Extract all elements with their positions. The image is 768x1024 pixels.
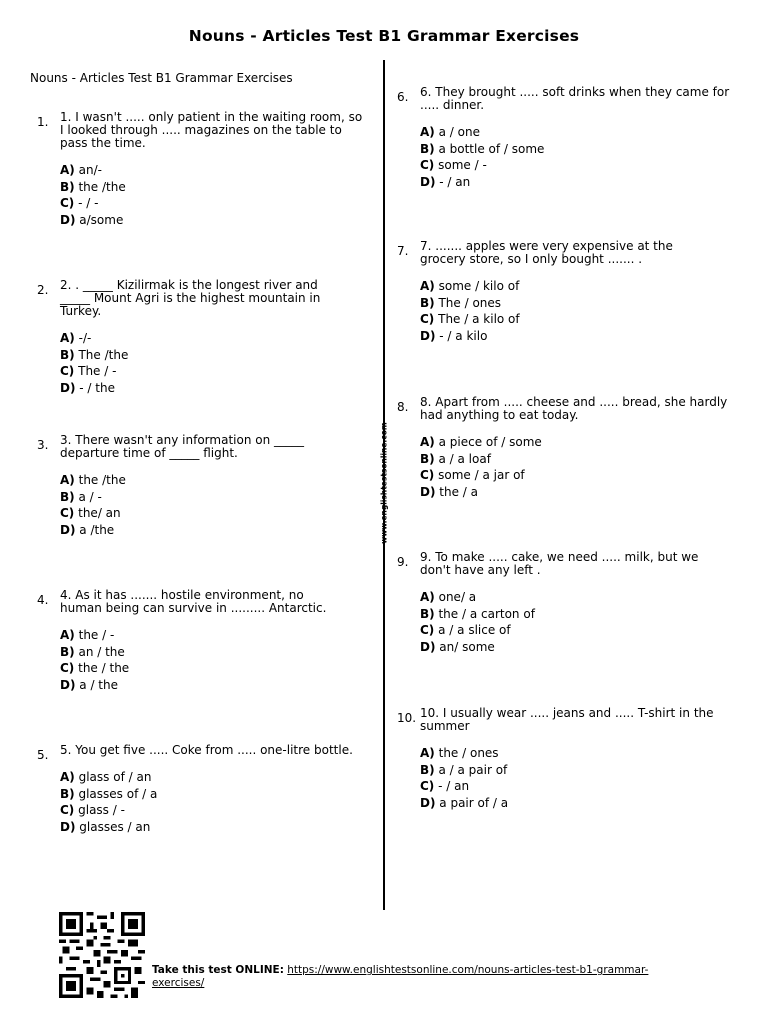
question-text: 2. . _____ Kizilirmak is the longest river and _____ Mount Agri is the highest mountain in Turkey. — [60, 278, 321, 318]
option-letter: B) — [420, 451, 435, 466]
option-letter: C) — [60, 196, 75, 210]
option-text: a / a slice of — [438, 623, 511, 637]
options-list — [60, 330, 350, 396]
question-text: 5. You get five ..... Coke from ..... one-litre bottle. — [60, 743, 353, 757]
online-test-link — [152, 964, 672, 990]
option-letter: A) — [60, 331, 75, 345]
option-text: - / the — [79, 380, 115, 395]
option-b[interactable] — [420, 141, 730, 158]
question-number: 6. — [397, 90, 409, 104]
option-b[interactable] — [60, 786, 367, 803]
option-b[interactable] — [60, 179, 367, 196]
option-text: the / a carton of — [438, 606, 535, 621]
question-text: 8. Apart from ..... cheese and ..... bread, she hardly had anything to eat today. — [420, 395, 728, 422]
option-letter: C) — [60, 803, 75, 817]
option-text: the / - — [78, 628, 115, 642]
option-d[interactable] — [420, 795, 720, 812]
question-text: 7. ....... apples were very expensive at the grocery store, so I only bought ....... . — [420, 239, 673, 266]
option-text: a / one — [438, 125, 480, 139]
option-letter: D) — [420, 328, 436, 343]
question-text: 9. To make ..... cake, we need ..... milk, but we don't have any left . — [420, 550, 699, 577]
option-letter: A) — [60, 770, 75, 784]
options-list — [420, 278, 720, 344]
option-text: one/ a — [438, 590, 477, 604]
option-letter: B) — [60, 179, 75, 194]
option-d[interactable] — [60, 677, 345, 694]
option-letter: A) — [420, 435, 435, 449]
option-letter: D) — [60, 677, 76, 692]
question-number: 7. — [397, 244, 409, 258]
option-letter: C) — [420, 779, 435, 793]
option-text: a /the — [79, 522, 115, 537]
option-c[interactable] — [420, 311, 720, 328]
question-number: 2. — [37, 283, 49, 297]
options-list — [420, 745, 720, 811]
option-c[interactable] — [420, 157, 730, 174]
option-d[interactable] — [60, 380, 350, 397]
option-text: the / a — [439, 484, 478, 499]
option-b[interactable] — [420, 606, 732, 623]
option-letter: C) — [420, 312, 435, 326]
option-text: a / the — [79, 677, 118, 692]
option-text: some / a jar of — [438, 468, 525, 482]
option-letter: A) — [60, 163, 75, 177]
option-text: The / - — [78, 364, 117, 378]
option-text: an/- — [78, 163, 102, 177]
option-d[interactable] — [60, 522, 360, 539]
option-letter: D) — [420, 639, 436, 654]
option-letter: A) — [420, 746, 435, 760]
question-text: 1. I wasn't ..... only patient in the waiting room, so I looked through ..... magazines on the table to pass the time. — [60, 110, 363, 150]
option-text: glass of / an — [78, 770, 152, 784]
option-letter: C) — [420, 468, 435, 482]
option-text: the/ an — [78, 506, 121, 520]
option-b[interactable] — [420, 451, 730, 468]
option-letter: D) — [420, 795, 436, 810]
option-c[interactable] — [420, 622, 732, 639]
option-a[interactable] — [420, 745, 720, 762]
option-c[interactable] — [420, 467, 730, 484]
option-letter: C) — [60, 506, 75, 520]
question-number: 9. — [397, 555, 409, 569]
option-letter: A) — [420, 590, 435, 604]
question-text: 3. There wasn't any information on _____ departure time of _____ flight. — [60, 433, 305, 460]
option-a[interactable] — [60, 472, 360, 489]
option-letter: D) — [60, 212, 76, 227]
option-letter: A) — [420, 279, 435, 293]
option-c[interactable] — [60, 802, 367, 819]
question-number: 8. — [397, 400, 409, 414]
option-letter: D) — [60, 819, 76, 834]
question-text: 10. I usually wear ..... jeans and ..... T-shirt in the summer — [420, 706, 714, 733]
option-text: - / an — [438, 779, 470, 793]
option-text: an/ some — [439, 639, 495, 654]
option-text: - / - — [78, 196, 99, 210]
options-list — [60, 769, 367, 835]
option-text: a / - — [78, 489, 102, 504]
question-text: 4. As it has ....... hostile environment, no human being can survive in ......... Antarctic. — [60, 588, 327, 615]
option-d[interactable] — [420, 328, 720, 345]
option-b[interactable] — [420, 295, 720, 312]
option-text: - / a kilo — [439, 328, 488, 343]
option-b[interactable] — [60, 644, 345, 661]
option-letter: D) — [60, 522, 76, 537]
page-title: Nouns - Articles Test B1 Grammar Exercises — [188, 27, 580, 45]
option-text: -/- — [78, 331, 92, 345]
option-a[interactable] — [60, 162, 367, 179]
test-url-link[interactable]: https://www.englishtestsonline.com/nouns-articles-test-b1-grammar-exercises/ — [152, 964, 649, 989]
option-letter: A) — [420, 125, 435, 139]
options-list — [420, 124, 730, 190]
option-text: The /the — [78, 347, 129, 362]
option-letter: A) — [60, 473, 75, 487]
online-label: Take this test ONLINE: — [152, 964, 284, 976]
option-d[interactable] — [60, 212, 367, 229]
option-letter: B) — [60, 644, 75, 659]
side-watermark-url: www.englishtestsonline.com — [379, 422, 389, 544]
option-letter: C) — [60, 661, 75, 675]
option-c[interactable] — [420, 778, 720, 795]
option-text: a / a loaf — [438, 451, 491, 466]
option-text: some / - — [438, 158, 487, 172]
option-text: glasses of / a — [78, 786, 158, 801]
option-c[interactable] — [60, 363, 350, 380]
option-b[interactable] — [420, 762, 720, 779]
option-letter: B) — [420, 295, 435, 310]
options-list — [60, 472, 360, 538]
option-letter: C) — [60, 364, 75, 378]
option-text: some / kilo of — [438, 279, 520, 293]
option-letter: C) — [420, 623, 435, 637]
option-c[interactable] — [60, 660, 345, 677]
options-list — [60, 162, 367, 228]
option-b[interactable] — [60, 489, 360, 506]
option-text: an / the — [78, 644, 125, 659]
option-text: the / the — [78, 661, 130, 675]
option-d[interactable] — [420, 174, 730, 191]
options-list — [60, 627, 345, 693]
question-number: 4. — [37, 593, 49, 607]
option-text: - / an — [439, 174, 471, 189]
option-d[interactable] — [60, 819, 367, 836]
option-letter: C) — [420, 158, 435, 172]
option-text: a pair of / a — [439, 795, 509, 810]
question-number: 5. — [37, 748, 49, 762]
option-b[interactable] — [60, 347, 350, 364]
option-a[interactable] — [420, 124, 730, 141]
option-a[interactable] — [60, 627, 345, 644]
question-number: 1. — [37, 115, 49, 129]
option-letter: B) — [420, 606, 435, 621]
option-c[interactable] — [60, 195, 367, 212]
option-text: the /the — [78, 473, 126, 487]
option-letter: A) — [60, 628, 75, 642]
option-letter: B) — [420, 762, 435, 777]
option-letter: D) — [420, 174, 436, 189]
question-text: 6. They brought ..... soft drinks when they came for ..... dinner. — [420, 85, 730, 112]
option-text: glass / - — [78, 803, 125, 817]
option-letter: D) — [60, 380, 76, 395]
option-text: the /the — [78, 179, 126, 194]
option-text: The / a kilo of — [438, 312, 520, 326]
option-letter: B) — [60, 786, 75, 801]
option-text: glasses / an — [79, 819, 151, 834]
question-number: 3. — [37, 438, 49, 452]
option-letter: B) — [420, 141, 435, 156]
page-subtitle: Nouns - Articles Test B1 Grammar Exercises — [30, 71, 293, 85]
option-text: the / ones — [438, 746, 499, 760]
options-list — [420, 434, 730, 500]
option-d[interactable] — [420, 484, 730, 501]
option-a[interactable] — [420, 589, 732, 606]
option-a[interactable] — [420, 434, 730, 451]
option-letter: D) — [420, 484, 436, 499]
option-d[interactable] — [420, 639, 732, 656]
option-letter: B) — [60, 347, 75, 362]
option-text: The / ones — [438, 295, 502, 310]
option-a[interactable] — [60, 330, 350, 347]
option-c[interactable] — [60, 505, 360, 522]
options-list — [420, 589, 732, 655]
option-text: a / a pair of — [438, 762, 508, 777]
qr-code[interactable] — [57, 912, 147, 998]
option-text: a bottle of / some — [438, 141, 545, 156]
option-a[interactable] — [420, 278, 720, 295]
option-text: a/some — [79, 212, 124, 227]
option-a[interactable] — [60, 769, 367, 786]
option-text: a piece of / some — [438, 435, 542, 449]
option-letter: B) — [60, 489, 75, 504]
question-number: 10. — [397, 711, 417, 725]
